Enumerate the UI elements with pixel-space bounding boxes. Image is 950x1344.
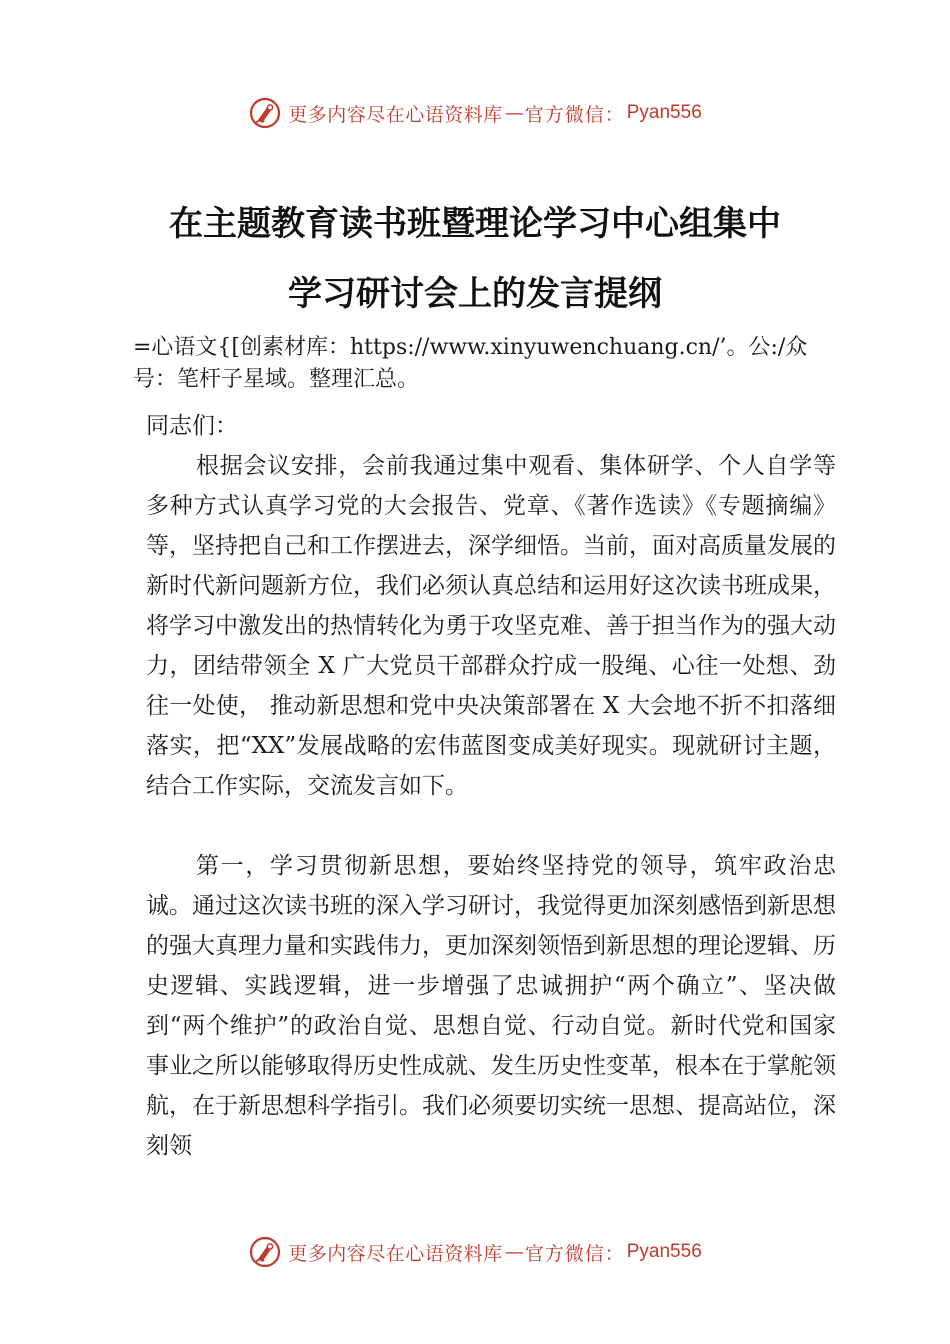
body-paragraph-2: 第一，学习贯彻新思想，要始终坚持党的领导，筑牢政治忠诚。通过这次读书班的深入学习研讨，我觉得更加深刻感悟到新思想的强大真理力量和实践伟力，更加深刻领悟到新思想的理论逻辑、历史逻辑、实践逻辑，进一步增强了忠诚拥护“两个确立”、坚决做到“两个维护”的政治自觉、思想自觉、行动自觉。新时代党和国家事业之所以能够取得历史性成就、发生历史性变革，根本在于掌舵领航，在于新思想科学指引。我们必须要切实统一思想、提高站位，深刻领	[146, 853, 836, 1159]
banner-wechat-label: 官方微信：	[524, 103, 625, 126]
banner-separator: —	[504, 1241, 523, 1263]
body-paragraph-1: 根据会议安排，会前我通过集中观看、集体研学、个人自学等多种方式认真学习党的大会报告、党章、《著作选读》《专题摘编》等，坚持把自己和工作摆进去，深学细悟。当前，面对高质量发展的新时代新问题新方位，我们必须认真总结和运用好这次读书班成果，将学习中激发出的热情转化为勇于攻坚克难、善于担当作为的强大动力，团结带领全 X 广大党员干部群众拧成一股绳、心往一处想、劲往一处使， 推动新思想和党中央决策部署在 X 大会地不折不扣落细落实，把“XX”发展战略的宏伟蓝图变成美好现实。现就研讨主题，结合工作实际，交流发言如下。	[146, 453, 836, 799]
salutation: 同志们：	[146, 413, 238, 439]
document-title-line1: 在主题教育读书班暨理论学习中心组集中	[169, 204, 781, 244]
banner-account: Pyan556	[626, 102, 702, 123]
document-title-line2: 学习研讨会上的发言提纲	[288, 274, 662, 314]
banner-brand-text: 更多内容尽在心语资料库	[288, 1242, 503, 1265]
banner-separator: —	[504, 102, 523, 124]
footer-banner	[0, 1232, 950, 1272]
banner-brand-text: 更多内容尽在心语资料库	[288, 103, 503, 126]
banner-account: Pyan556	[626, 1241, 702, 1262]
banner-wechat-label: 官方微信：	[524, 1242, 625, 1265]
pen-nib-seal-icon	[248, 1235, 282, 1269]
source-note: =心语文{[创素材库：https://www.xinyuwenchuang.cn/’。公:/众号：笔杆子星域。整理汇总。	[133, 335, 808, 392]
pen-nib-seal-icon	[248, 96, 282, 130]
header-banner	[0, 93, 950, 133]
